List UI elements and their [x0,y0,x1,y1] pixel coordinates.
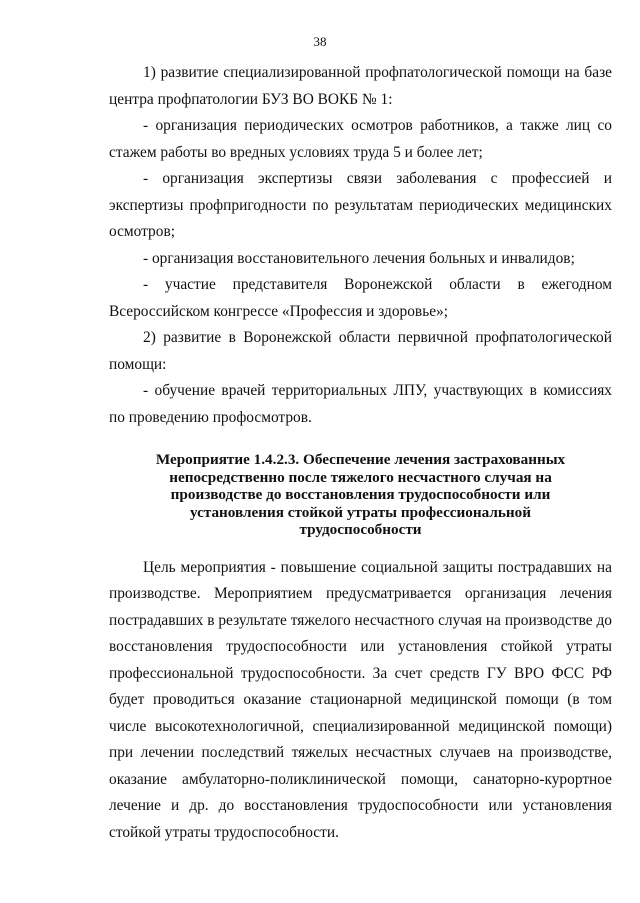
list-item: - организация периодических осмотров работников, а также лиц со стажем работы во вредных условиях труда 5 и более лет; [109,117,612,161]
section-heading: Мероприятие 1.4.2.3. Обеспечение лечения застрахованных непосредственно после тяжелого несчастного случая на производстве до восстановления трудоспособности или установления стойкой утраты профессиональной трудоспособности [155,451,566,538]
section-body [109,555,612,847]
list-item: 2) развитие в Воронежской области первичной профпатологической помощи: [109,329,612,373]
list-item: - организация восстановительного лечения больных и инвалидов; [143,249,575,267]
list-item: 1) развитие специализированной профпатологической помощи на базе центра профпатологии БУЗ ВО ВОКБ № 1: [109,64,612,108]
measures-list [109,60,612,431]
document-body [109,60,612,846]
list-item: - обучение врачей территориальных ЛПУ, участвующих в комиссиях по проведению профосмотров. [109,382,612,426]
list-item: - участие представителя Воронежской области в ежегодном Всероссийском конгрессе «Профессия и здоровье»; [109,276,612,320]
page-number: 38 [313,34,327,49]
body-paragraph: Цель мероприятия - повышение социальной защиты пострадавших на производстве. Мероприятием предусматривается организация лечения пострадавших в результате тяжелого несчастного случая на производстве до восстановления трудоспособности или установления стойкой утраты профессиональной трудоспособности. За счет средств ГУ ВРО ФСС РФ будет проводиться оказание стационарной медицинской помощи (в том числе высокотехнологичной, специализированной медицинской помощи) при лечении последствий тяжелых несчастных случаев на производстве, оказание амбулаторно-поликлинической помощи, санаторно-курортное лечение и др. до восстановления трудоспособности или установления стойкой утраты трудоспособности. [109,558,612,841]
list-item: - организация экспертизы связи заболевания с профессией и экспертизы профпригодности по результатам периодических медицинских осмотров; [109,170,612,240]
